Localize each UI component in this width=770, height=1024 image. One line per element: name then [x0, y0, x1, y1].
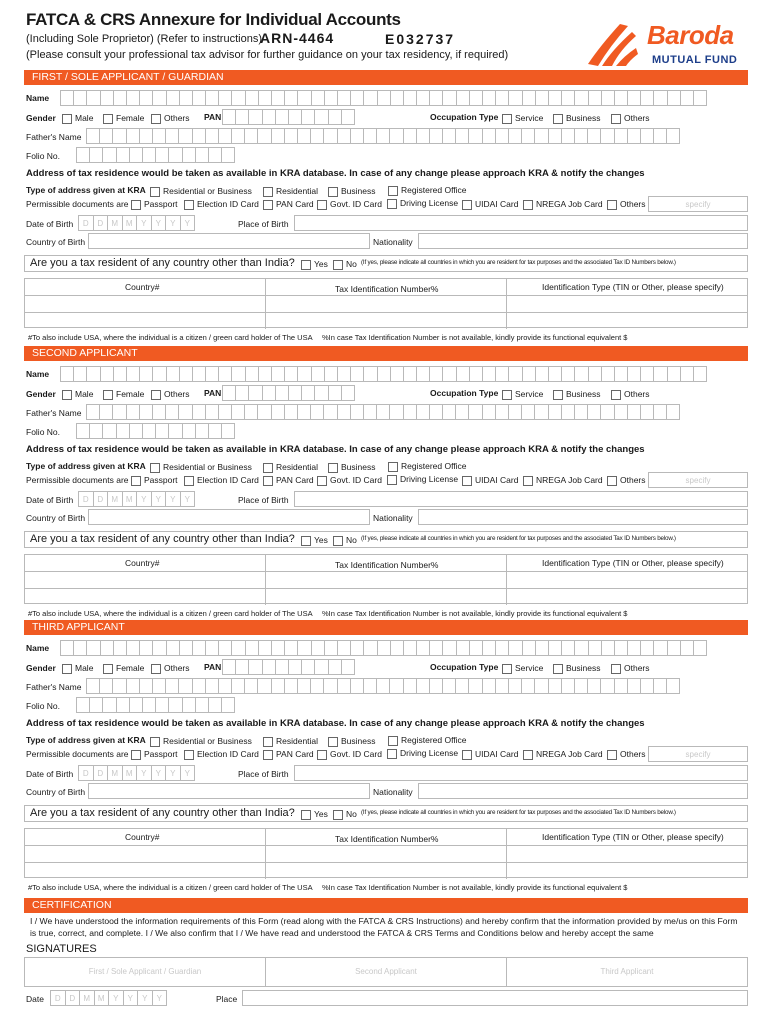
date-label: Date — [26, 994, 44, 1004]
occupation-business-option[interactable]: Business — [553, 113, 601, 124]
specify-field[interactable]: specify — [648, 746, 748, 762]
doc-passport-checkbox[interactable] — [131, 750, 141, 760]
doc-passport-option[interactable]: Passport — [131, 749, 178, 760]
occupation-service-option[interactable]: Service — [502, 389, 543, 400]
folio-no-label: Folio No. — [26, 701, 61, 711]
place-label: Place — [216, 994, 238, 1004]
fathers-name-label: Father's Name — [26, 682, 82, 692]
addr-residential-option[interactable]: Residential — [263, 186, 318, 197]
pan-field[interactable] — [222, 109, 354, 125]
female-checkbox[interactable] — [103, 114, 113, 124]
gender-female-option[interactable]: Female — [103, 663, 144, 674]
baroda-logo — [580, 16, 750, 70]
folio-no-field[interactable] — [76, 697, 234, 713]
address-type-label: Type of address given at KRA — [26, 461, 146, 471]
doc-pan-card-checkbox[interactable] — [263, 200, 273, 210]
folio-no-field[interactable] — [76, 423, 234, 439]
addr-residential-option[interactable]: Residential — [263, 736, 318, 747]
doc-govt-id-option[interactable]: Govt. ID Card — [317, 749, 382, 760]
dob-field[interactable]: D D M M Y Y Y Y — [78, 765, 194, 781]
addr-residential-option[interactable]: Residential — [263, 462, 318, 473]
country-of-birth-field[interactable] — [88, 509, 370, 525]
baroda-sun-icon — [580, 16, 640, 68]
doc-driving-license-option[interactable]: Driving License — [387, 748, 458, 759]
dob-label: Date of Birth — [26, 495, 74, 505]
doc-driving-license-checkbox[interactable] — [387, 199, 397, 209]
doc-uidai-option[interactable]: UIDAI Card — [462, 749, 518, 760]
gender-label: Gender — [26, 113, 56, 123]
signatures-title: SIGNATURES — [26, 943, 97, 955]
form-note: (Please consult your professional tax advisor for further guidance on your tax residency, if required) — [26, 49, 509, 61]
place-of-birth-label: Place of Birth — [238, 495, 289, 505]
addr-business-checkbox[interactable] — [328, 737, 338, 747]
dob-field[interactable]: D D M M Y Y Y Y — [78, 215, 194, 231]
name-field[interactable] — [60, 366, 706, 382]
name-field[interactable] — [60, 640, 706, 656]
doc-passport-checkbox[interactable] — [131, 476, 141, 486]
doc-driving-license-checkbox[interactable] — [387, 475, 397, 485]
nationality-field[interactable] — [418, 509, 748, 525]
place-of-birth-label: Place of Birth — [238, 769, 289, 779]
tax-residency-table — [24, 278, 748, 328]
name-field[interactable] — [60, 90, 706, 106]
addr-business-option[interactable]: Business — [328, 736, 376, 747]
folio-no-label: Folio No. — [26, 151, 61, 161]
others-checkbox[interactable] — [151, 664, 161, 674]
col-country-header: Country# — [125, 558, 160, 568]
doc-election-id-option[interactable]: Election ID Card — [184, 749, 259, 760]
address-type-label: Type of address given at KRA — [26, 735, 146, 745]
footnote-usa: #To also include USA, where the individual is a citizen / green card holder of The USA — [28, 609, 313, 618]
addr-business-checkbox[interactable] — [328, 463, 338, 473]
pan-label: PAN — [204, 388, 222, 398]
no-checkbox[interactable] — [333, 260, 343, 270]
permissible-docs-label: Permissible documents are — [26, 749, 129, 759]
address-type-label: Type of address given at KRA — [26, 185, 146, 195]
dob-field[interactable]: D D M M Y Y Y Y — [78, 491, 194, 507]
doc-election-id-option[interactable]: Election ID Card — [184, 475, 259, 486]
addr-business-checkbox[interactable] — [328, 187, 338, 197]
address-heading: Address of tax residence would be taken as available in KRA database. In case of any change please approach KRA & notify the changes — [26, 444, 645, 455]
form-subtitle: (Including Sole Proprietor) (Refer to instructions) — [26, 33, 262, 45]
col-tin-header: Tax Identification Number% — [335, 284, 439, 294]
occupation-others-option[interactable]: Others — [611, 389, 650, 400]
others-checkbox[interactable] — [151, 390, 161, 400]
addr-res-or-business-option[interactable]: Residential or Business — [150, 736, 252, 747]
doc-others-checkbox[interactable] — [607, 200, 617, 210]
section-bar: FIRST / SOLE APPLICANT / GUARDIAN — [24, 70, 748, 85]
doc-govt-id-option[interactable]: Govt. ID Card — [317, 199, 382, 210]
occupation-service-option[interactable]: Service — [502, 113, 543, 124]
doc-nrega-option[interactable]: NREGA Job Card — [523, 199, 603, 210]
name-label: Name — [26, 369, 50, 379]
place-of-birth-label: Place of Birth — [238, 219, 289, 229]
service-checkbox[interactable] — [502, 664, 512, 674]
tax-resident-yes-option[interactable]: Yes — [301, 809, 328, 820]
form-code: E032737 — [385, 31, 456, 47]
business-checkbox[interactable] — [553, 664, 563, 674]
occupation-business-option[interactable]: Business — [553, 389, 601, 400]
no-checkbox[interactable] — [333, 536, 343, 546]
specify-field[interactable]: specify — [648, 472, 748, 488]
doc-driving-license-option[interactable]: Driving License — [387, 474, 458, 485]
col-country-header: Country# — [125, 282, 160, 292]
addr-registered-office-checkbox[interactable] — [388, 736, 398, 746]
nationality-field[interactable] — [418, 233, 748, 249]
addr-registered-office-checkbox[interactable] — [388, 186, 398, 196]
tax-resident-question: Are you a tax resident of any country other than India? — [30, 533, 295, 545]
country-of-birth-field[interactable] — [88, 783, 370, 799]
doc-election-id-checkbox[interactable] — [184, 200, 194, 210]
addr-res-or-business-option[interactable]: Residential or Business — [150, 462, 252, 473]
fathers-name-label: Father's Name — [26, 408, 82, 418]
tax-resident-question-row — [24, 531, 748, 548]
doc-election-id-checkbox[interactable] — [184, 476, 194, 486]
nationality-label: Nationality — [373, 513, 413, 523]
doc-pan-card-option[interactable]: PAN Card — [263, 749, 314, 760]
doc-uidai-checkbox[interactable] — [462, 476, 472, 486]
section-bar: SECOND APPLICANT — [24, 346, 748, 361]
doc-nrega-checkbox[interactable] — [523, 476, 533, 486]
doc-uidai-option[interactable]: UIDAI Card — [462, 475, 518, 486]
certification-bar: CERTIFICATION — [24, 898, 748, 913]
doc-govt-id-checkbox[interactable] — [317, 200, 327, 210]
addr-registered-office-option[interactable]: Registered Office — [388, 185, 467, 196]
tax-resident-no-option[interactable]: No — [333, 809, 357, 820]
footnote-tin: %In case Tax Identification Number is not available, kindly provide its functional equivalent $ — [322, 883, 628, 892]
occupation-type-label: Occupation Type — [430, 662, 499, 672]
fathers-name-field[interactable] — [86, 678, 679, 694]
certification-text: I / We have understood the information requirements of this Form (read along with the FATCA & CRS Instructions) and hereby confirm that the information provided by me/us on this Form is true, correct, and complete. I / We also confirm that I / We have read and understood the FATCA & CRS Terms and Conditions below and hereby accept the same — [30, 916, 738, 938]
name-label: Name — [26, 93, 50, 103]
addr-residential-checkbox[interactable] — [263, 463, 273, 473]
tax-resident-no-option[interactable]: No — [333, 535, 357, 546]
doc-passport-checkbox[interactable] — [131, 200, 141, 210]
gender-others-option[interactable]: Others — [151, 389, 190, 400]
occupation-others-checkbox[interactable] — [611, 390, 621, 400]
arn-number: ARN-4464 — [260, 30, 335, 46]
addr-res-or-business-checkbox[interactable] — [150, 737, 160, 747]
tax-resident-question: Are you a tax resident of any country other than India? — [30, 257, 295, 269]
fathers-name-label: Father's Name — [26, 132, 82, 142]
doc-driving-license-checkbox[interactable] — [387, 749, 397, 759]
tax-resident-yes-option[interactable]: Yes — [301, 535, 328, 546]
others-checkbox[interactable] — [151, 114, 161, 124]
doc-pan-card-option[interactable]: PAN Card — [263, 475, 314, 486]
tax-resident-question: Are you a tax resident of any country other than India? — [30, 807, 295, 819]
col-tin-header: Tax Identification Number% — [335, 834, 439, 844]
pan-field[interactable] — [222, 385, 354, 401]
fathers-name-field[interactable] — [86, 128, 679, 144]
doc-govt-id-checkbox[interactable] — [317, 476, 327, 486]
tax-residency-table — [24, 554, 748, 604]
fathers-name-field[interactable] — [86, 404, 679, 420]
place-of-birth-field[interactable] — [294, 491, 748, 507]
male-checkbox[interactable] — [62, 390, 72, 400]
addr-res-or-business-option[interactable]: Residential or Business — [150, 186, 252, 197]
tax-resident-note: (If yes, please indicate all countries in which you are resident for tax purposes and the associated Tax ID Numbers below.) — [361, 809, 676, 816]
dob-label: Date of Birth — [26, 769, 74, 779]
doc-pan-card-checkbox[interactable] — [263, 476, 273, 486]
address-heading: Address of tax residence would be taken as available in KRA database. In case of any change please approach KRA & notify the changes — [26, 718, 645, 729]
doc-uidai-checkbox[interactable] — [462, 750, 472, 760]
section-bar: THIRD APPLICANT — [24, 620, 748, 635]
addr-residential-checkbox[interactable] — [263, 737, 273, 747]
doc-others-option[interactable]: Others — [607, 475, 646, 486]
country-of-birth-field[interactable] — [88, 233, 370, 249]
addr-business-option[interactable]: Business — [328, 462, 376, 473]
occupation-others-checkbox[interactable] — [611, 664, 621, 674]
doc-nrega-option[interactable]: NREGA Job Card — [523, 749, 603, 760]
no-checkbox[interactable] — [333, 810, 343, 820]
occupation-type-label: Occupation Type — [430, 388, 499, 398]
yes-checkbox[interactable] — [301, 260, 311, 270]
business-checkbox[interactable] — [553, 114, 563, 124]
gender-label: Gender — [26, 663, 56, 673]
occupation-others-option[interactable]: Others — [611, 663, 650, 674]
doc-uidai-checkbox[interactable] — [462, 200, 472, 210]
nationality-field[interactable] — [418, 783, 748, 799]
occupation-others-option[interactable]: Others — [611, 113, 650, 124]
doc-others-option[interactable]: Others — [607, 749, 646, 760]
col-country-header: Country# — [125, 832, 160, 842]
nationality-label: Nationality — [373, 237, 413, 247]
logo-tagline: MUTUAL FUND — [652, 54, 738, 66]
gender-label: Gender — [26, 389, 56, 399]
addr-business-option[interactable]: Business — [328, 186, 376, 197]
doc-nrega-checkbox[interactable] — [523, 200, 533, 210]
doc-election-id-checkbox[interactable] — [184, 750, 194, 760]
addr-residential-checkbox[interactable] — [263, 187, 273, 197]
logo-brand: Baroda — [647, 20, 734, 50]
doc-pan-card-option[interactable]: PAN Card — [263, 199, 314, 210]
gender-male-option[interactable]: Male — [62, 663, 93, 674]
address-heading: Address of tax residence would be taken as available in KRA database. In case of any change please approach KRA & notify the changes — [26, 168, 645, 179]
folio-no-label: Folio No. — [26, 427, 61, 437]
pan-label: PAN — [204, 662, 222, 672]
addr-res-or-business-checkbox[interactable] — [150, 463, 160, 473]
permissible-docs-label: Permissible documents are — [26, 475, 129, 485]
gender-female-option[interactable]: Female — [103, 113, 144, 124]
male-checkbox[interactable] — [62, 114, 72, 124]
dob-label: Date of Birth — [26, 219, 74, 229]
doc-election-id-option[interactable]: Election ID Card — [184, 199, 259, 210]
tax-resident-yes-option[interactable]: Yes — [301, 259, 328, 270]
footnote-usa: #To also include USA, where the individual is a citizen / green card holder of The USA — [28, 333, 313, 342]
folio-no-field[interactable] — [76, 147, 234, 163]
business-checkbox[interactable] — [553, 390, 563, 400]
yes-checkbox[interactable] — [301, 810, 311, 820]
gender-male-option[interactable]: Male — [62, 113, 93, 124]
addr-registered-office-option[interactable]: Registered Office — [388, 735, 467, 746]
signature-date-field[interactable]: D D M M Y Y Y Y — [50, 990, 166, 1006]
pan-label: PAN — [204, 112, 222, 122]
country-of-birth-label: Country of Birth — [26, 787, 86, 797]
tax-resident-note: (If yes, please indicate all countries in which you are resident for tax purposes and the associated Tax ID Numbers below.) — [361, 535, 676, 542]
col-idtype-header: Identification Type (TIN or Other, please specify) — [542, 832, 724, 842]
tax-resident-question-row — [24, 255, 748, 272]
gender-male-option[interactable]: Male — [62, 389, 93, 400]
doc-uidai-option[interactable]: UIDAI Card — [462, 199, 518, 210]
doc-nrega-option[interactable]: NREGA Job Card — [523, 475, 603, 486]
male-checkbox[interactable] — [62, 664, 72, 674]
doc-others-checkbox[interactable] — [607, 750, 617, 760]
form-title: FATCA & CRS Annexure for Individual Accounts — [26, 10, 401, 29]
doc-nrega-checkbox[interactable] — [523, 750, 533, 760]
doc-passport-option[interactable]: Passport — [131, 475, 178, 486]
service-checkbox[interactable] — [502, 114, 512, 124]
doc-driving-license-option[interactable]: Driving License — [387, 198, 458, 209]
occupation-business-option[interactable]: Business — [553, 663, 601, 674]
signature-second-applicant[interactable]: Second Applicant — [266, 958, 507, 986]
name-label: Name — [26, 643, 50, 653]
addr-registered-office-checkbox[interactable] — [388, 462, 398, 472]
col-tin-header: Tax Identification Number% — [335, 560, 439, 570]
gender-others-option[interactable]: Others — [151, 113, 190, 124]
female-checkbox[interactable] — [103, 390, 113, 400]
footnote-tin: %In case Tax Identification Number is not available, kindly provide its functional equivalent $ — [322, 609, 628, 618]
doc-govt-id-checkbox[interactable] — [317, 750, 327, 760]
doc-pan-card-checkbox[interactable] — [263, 750, 273, 760]
service-checkbox[interactable] — [502, 390, 512, 400]
occupation-others-checkbox[interactable] — [611, 114, 621, 124]
signature-third-applicant[interactable]: Third Applicant — [600, 967, 654, 976]
place-field[interactable] — [242, 990, 748, 1006]
specify-field[interactable]: specify — [648, 196, 748, 212]
occupation-type-label: Occupation Type — [430, 112, 499, 122]
female-checkbox[interactable] — [103, 664, 113, 674]
country-of-birth-label: Country of Birth — [26, 237, 86, 247]
col-idtype-header: Identification Type (TIN or Other, please specify) — [542, 282, 724, 292]
signature-first-applicant[interactable]: First / Sole Applicant / Guardian — [25, 958, 266, 986]
doc-others-checkbox[interactable] — [607, 476, 617, 486]
place-of-birth-field[interactable] — [294, 215, 748, 231]
addr-registered-office-option[interactable]: Registered Office — [388, 461, 467, 472]
gender-others-option[interactable]: Others — [151, 663, 190, 674]
pan-field[interactable] — [222, 659, 354, 675]
tax-resident-question-row — [24, 805, 748, 822]
footnote-usa: #To also include USA, where the individual is a citizen / green card holder of The USA — [28, 883, 313, 892]
doc-passport-option[interactable]: Passport — [131, 199, 178, 210]
col-idtype-header: Identification Type (TIN or Other, please specify) — [542, 558, 724, 568]
doc-govt-id-option[interactable]: Govt. ID Card — [317, 475, 382, 486]
permissible-docs-label: Permissible documents are — [26, 199, 129, 209]
footnote-tin: %In case Tax Identification Number is not available, kindly provide its functional equivalent $ — [322, 333, 628, 342]
country-of-birth-label: Country of Birth — [26, 513, 86, 523]
tax-residency-table — [24, 828, 748, 878]
yes-checkbox[interactable] — [301, 536, 311, 546]
tax-resident-no-option[interactable]: No — [333, 259, 357, 270]
addr-res-or-business-checkbox[interactable] — [150, 187, 160, 197]
tax-resident-note: (If yes, please indicate all countries in which you are resident for tax purposes and the associated Tax ID Numbers below.) — [361, 259, 676, 266]
gender-female-option[interactable]: Female — [103, 389, 144, 400]
signature-boxes — [24, 957, 748, 987]
place-of-birth-field[interactable] — [294, 765, 748, 781]
doc-others-option[interactable]: Others — [607, 199, 646, 210]
occupation-service-option[interactable]: Service — [502, 663, 543, 674]
nationality-label: Nationality — [373, 787, 413, 797]
